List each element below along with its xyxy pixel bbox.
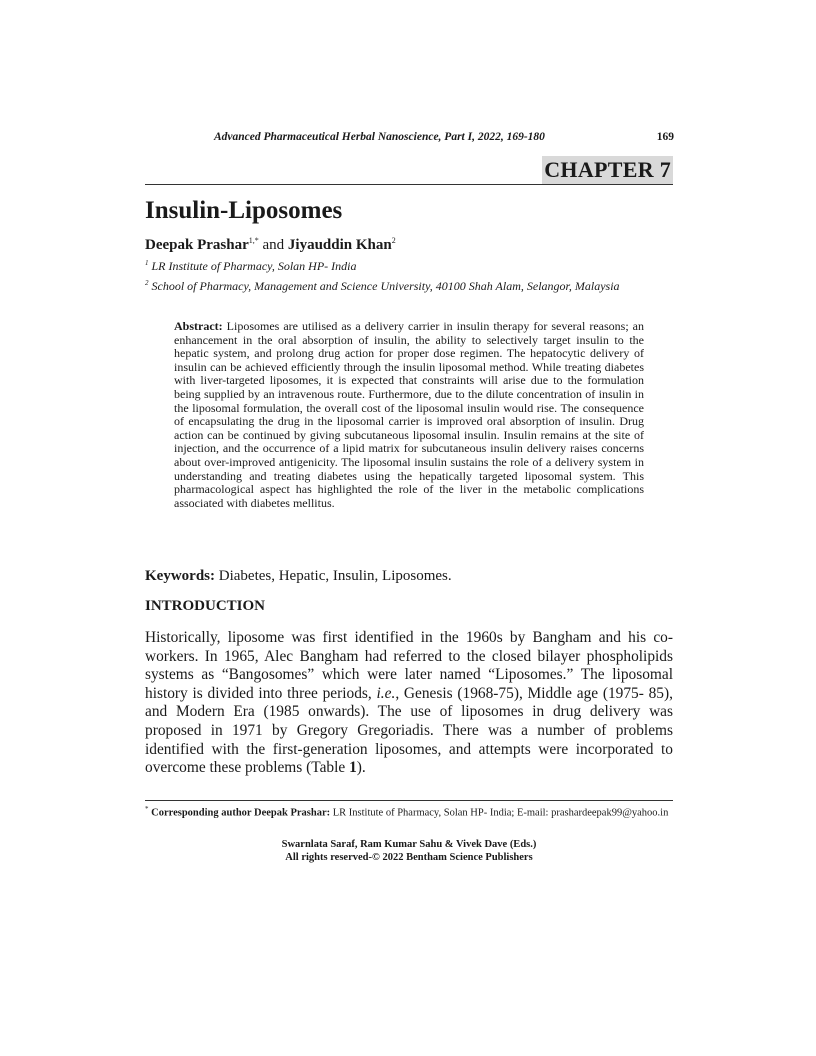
- keywords-label: Keywords:: [145, 568, 215, 584]
- author-2: Jiyauddin Khan: [287, 237, 392, 253]
- journal-details: , Part I, 2022, 169-180: [438, 131, 545, 143]
- footnote-divider: [145, 800, 673, 801]
- rights-line: All rights reserved-© 2022 Bentham Science Publishers: [285, 852, 533, 863]
- intro-text-2: , Genesis (1968-75), Middle age (1975- 85), and Modern Era (1985 onwards). The use of liposomes in drug delivery was proposed in 1971 by Gregory Gregoriadis. There was a number of problems identified with the first-generation liposomes, and attempts were incorporated to overcome these problems (Table: [145, 684, 673, 777]
- affiliation-1-text: LR Institute of Pharmacy, Solan HP- India: [148, 259, 357, 273]
- abstract-label: Abstract:: [174, 319, 223, 333]
- footnote-label: Corresponding author Deepak Prashar:: [148, 807, 331, 819]
- affiliation-1: [145, 259, 356, 274]
- editors-line: Swarnlata Saraf, Ram Kumar Sahu & Vivek Dave (Eds.): [281, 839, 537, 850]
- introduction-paragraph: [145, 629, 673, 778]
- introduction-heading: INTRODUCTION: [145, 598, 266, 614]
- footnote-marker: *: [145, 805, 149, 813]
- chapter-title: Insulin-Liposomes: [145, 197, 343, 224]
- intro-text-3: ).: [356, 759, 366, 777]
- table-reference: 1: [349, 759, 357, 777]
- author-connector: and: [258, 237, 288, 253]
- keywords: [145, 568, 452, 585]
- publisher-info: [145, 838, 673, 864]
- page-number: 169: [656, 131, 674, 143]
- running-head: [214, 131, 674, 143]
- footnote: [145, 803, 673, 820]
- keywords-text: Diabetes, Hepatic, Insulin, Liposomes.: [215, 568, 452, 584]
- footnote-text: LR Institute of Pharmacy, Solan HP- India; E-mail: prashardeepak99@yahoo.in: [330, 807, 669, 819]
- journal-title: Advanced Pharmaceutical Herbal Nanoscience: [214, 131, 439, 143]
- intro-text-1: Historically, liposome was first identified in the 1960s by Bangham and his co-workers. In 1965, Alec Bangham had referred to the closed bilayer phospholipids systems as “Bangosomes” which were later named “Liposomes.” The liposomal history is divided into three periods,: [145, 629, 673, 702]
- author-line: [145, 236, 396, 254]
- abstract: [174, 320, 644, 510]
- header-divider: [145, 184, 673, 185]
- affiliation-2-marker: 2: [145, 279, 149, 287]
- author-1: Deepak Prashar: [145, 237, 249, 253]
- intro-ie: i.e.: [376, 684, 396, 702]
- author-2-superscript: 2: [391, 236, 396, 245]
- affiliation-1-marker: 1: [145, 259, 149, 267]
- affiliation-2-text: School of Pharmacy, Management and Science University, 40100 Shah Alam, Selangor, Malaysia: [148, 279, 620, 293]
- author-1-superscript: 1,*: [248, 236, 259, 245]
- chapter-label: CHAPTER 7: [544, 157, 671, 182]
- affiliation-2: [145, 279, 620, 294]
- abstract-text: Liposomes are utilised as a delivery carrier in insulin therapy for several reasons; an enhancement in the oral absorption of insulin, the ability to selectively target insulin to the hepatic system, and prolong drug action for proper dose regimen. The hepatocytic delivery of insulin can be achieved efficiently through the insulin liposomal method. While treating diabetes with liver-targeted liposomes, it is expected that constraints will arise due to the formulation being supplied by an intravenous route. Furthermore, due to the dilute concentration of insulin in the liposomal formulation, the overall cost of the liposomal insulin would rise. The consequence of encapsulating the drug in the liposomal carrier is improved oral absorption of insulin. Drug action can be continued by giving subcutaneous liposomal insulin. Insulin remains at the site of injection, and the occurrence of a lipid matrix for subcutaneous insulin delivery raises concerns about over-improved antigenicity. The liposomal insulin sustains the role of a delivery system in understanding and treating diabetes using the hepatically targeted liposomal system. This pharmacological aspect has highlighted the role of the liver in the metabolic complications associated with diabetes mellitus.: [174, 319, 644, 510]
